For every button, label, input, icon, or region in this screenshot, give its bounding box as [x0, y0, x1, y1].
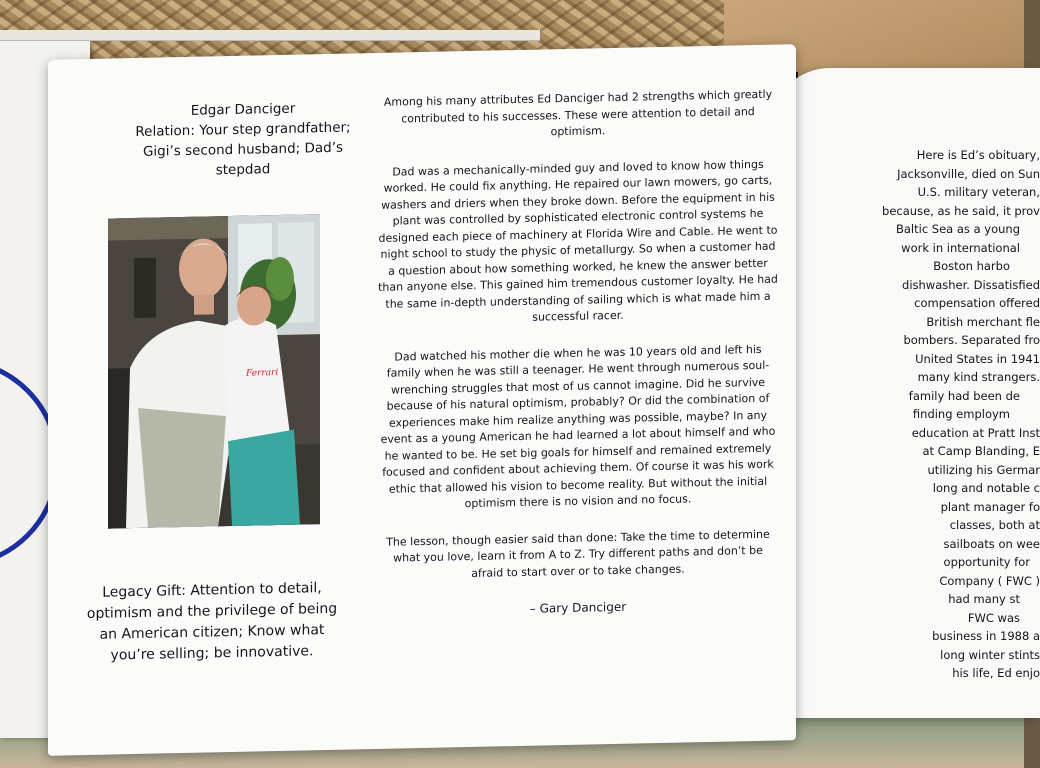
obituary-line: plant manager fo	[940, 499, 1040, 514]
obituary-text	[770, 146, 1040, 683]
obituary-line: bombers. Separated fro	[903, 333, 1040, 347]
tribute-paragraph: The lesson, though easier said than done: Take the time to determine what you love, learn it from A to Z. Try different paths and don’t be afraid to start over or to take changes.	[386, 527, 770, 580]
obituary-line: classes, both at	[949, 518, 1040, 532]
obituary-line: opportunity for	[943, 555, 1030, 569]
obituary-line: long winter stints	[940, 647, 1040, 662]
tribute-paragraph: Dad was a mechanically-minded guy and loved to know how things worked. He could fix anything. He repaired our lawn mowers, go carts, washers and driers when they broke down. Before the equipment in his plant was controlled by sophisticated electronic control systems he designed each piece of machinery at Florida Wire and Cable. He went to night school to study the physic of metallurgy. So when a customer had a question about how something worked, he knew the answer better than anyone else. This gained him tremendous customer loyalty. He had the same in-depth understanding of sailing which is what made him a successful racer.	[378, 157, 778, 324]
legacy-gift-text	[74, 578, 350, 668]
obituary-line: Baltic Sea as a young	[895, 222, 1020, 236]
obituary-line: Here is Ed’s obituary,	[916, 148, 1040, 162]
obituary-line: business in 1988 a	[932, 629, 1040, 643]
obituary-line: education at Pratt Inst	[911, 425, 1040, 440]
obituary-line: had many st	[948, 592, 1020, 606]
book-page-main	[48, 44, 796, 756]
photo-illustration	[108, 214, 320, 528]
book-edge	[0, 30, 540, 41]
caption-line: Gigi’s second husband; Dad’s	[142, 139, 344, 160]
obituary-line: Jacksonville, died on Sun	[897, 166, 1040, 181]
caption-line: stepdad	[215, 161, 271, 179]
obituary-line: his life, Ed enjo	[952, 666, 1040, 680]
obituary-line: U.S. military veteran,	[917, 185, 1040, 199]
photo-caption	[118, 97, 368, 182]
obituary-line: because, as he said, it prov	[882, 203, 1040, 218]
family-photo	[108, 214, 320, 528]
obituary-line: British merchant fle	[926, 314, 1040, 329]
obituary-line: United States in 1941	[915, 351, 1040, 366]
obituary-line: dishwasher. Dissatisfied	[902, 277, 1040, 292]
obituary-line: utilizing his Germar	[927, 462, 1040, 477]
signature: – Gary Danciger	[529, 599, 627, 616]
obituary-line: many kind strangers.	[917, 370, 1040, 384]
caption-name: Edgar Danciger	[190, 100, 296, 119]
obituary-line: sailboats on wee	[943, 536, 1040, 551]
legacy-line: an American citizen; Know what	[99, 622, 325, 643]
tribute-text	[378, 87, 778, 621]
obituary-line: at Camp Blanding, E	[922, 444, 1040, 458]
obituary-line: work in international	[901, 240, 1020, 255]
obituary-line: Company ( FWC )	[939, 573, 1040, 588]
obituary-line: compensation offered	[914, 296, 1040, 310]
caption-line: Relation: Your step grandfather;	[135, 119, 351, 141]
obituary-line: family had been de	[908, 388, 1020, 403]
obituary-line: finding employm	[912, 407, 1010, 421]
shirt-logo-text: Ferrari	[246, 368, 279, 379]
obituary-line: long and notable c	[932, 481, 1040, 495]
obituary-line: Boston harbo	[933, 259, 1010, 273]
legacy-line: you’re selling; be innovative.	[110, 643, 314, 664]
tribute-paragraph: Dad watched his mother die when he was 10 years old and left his family when he was still a teenager. He went through numerous soul-wrenching struggles that most of us cannot imagine. Did he survive because of his natural optimism, probably? Or did the combination of experiences make him realize anything was possible, maybe? In any event as a young American he had learned a lot about himself and who he wanted to be. He set big goals for himself and remained extremely focused and confident about achieving them. Of course it was his work ethic that allowed his vision to become reality. But without the initial optimism there is no vision and no focus.	[380, 342, 776, 511]
legacy-line: optimism and the privilege of being	[86, 600, 338, 623]
tribute-paragraph: Among his many attributes Ed Danciger had 2 strengths which greatly contributed to his successes. These were attention to detail and optimism.	[383, 87, 773, 139]
right-page	[770, 68, 1040, 718]
obituary-line: FWC was	[967, 610, 1020, 625]
legacy-line: Legacy Gift: Attention to detail,	[102, 580, 322, 601]
